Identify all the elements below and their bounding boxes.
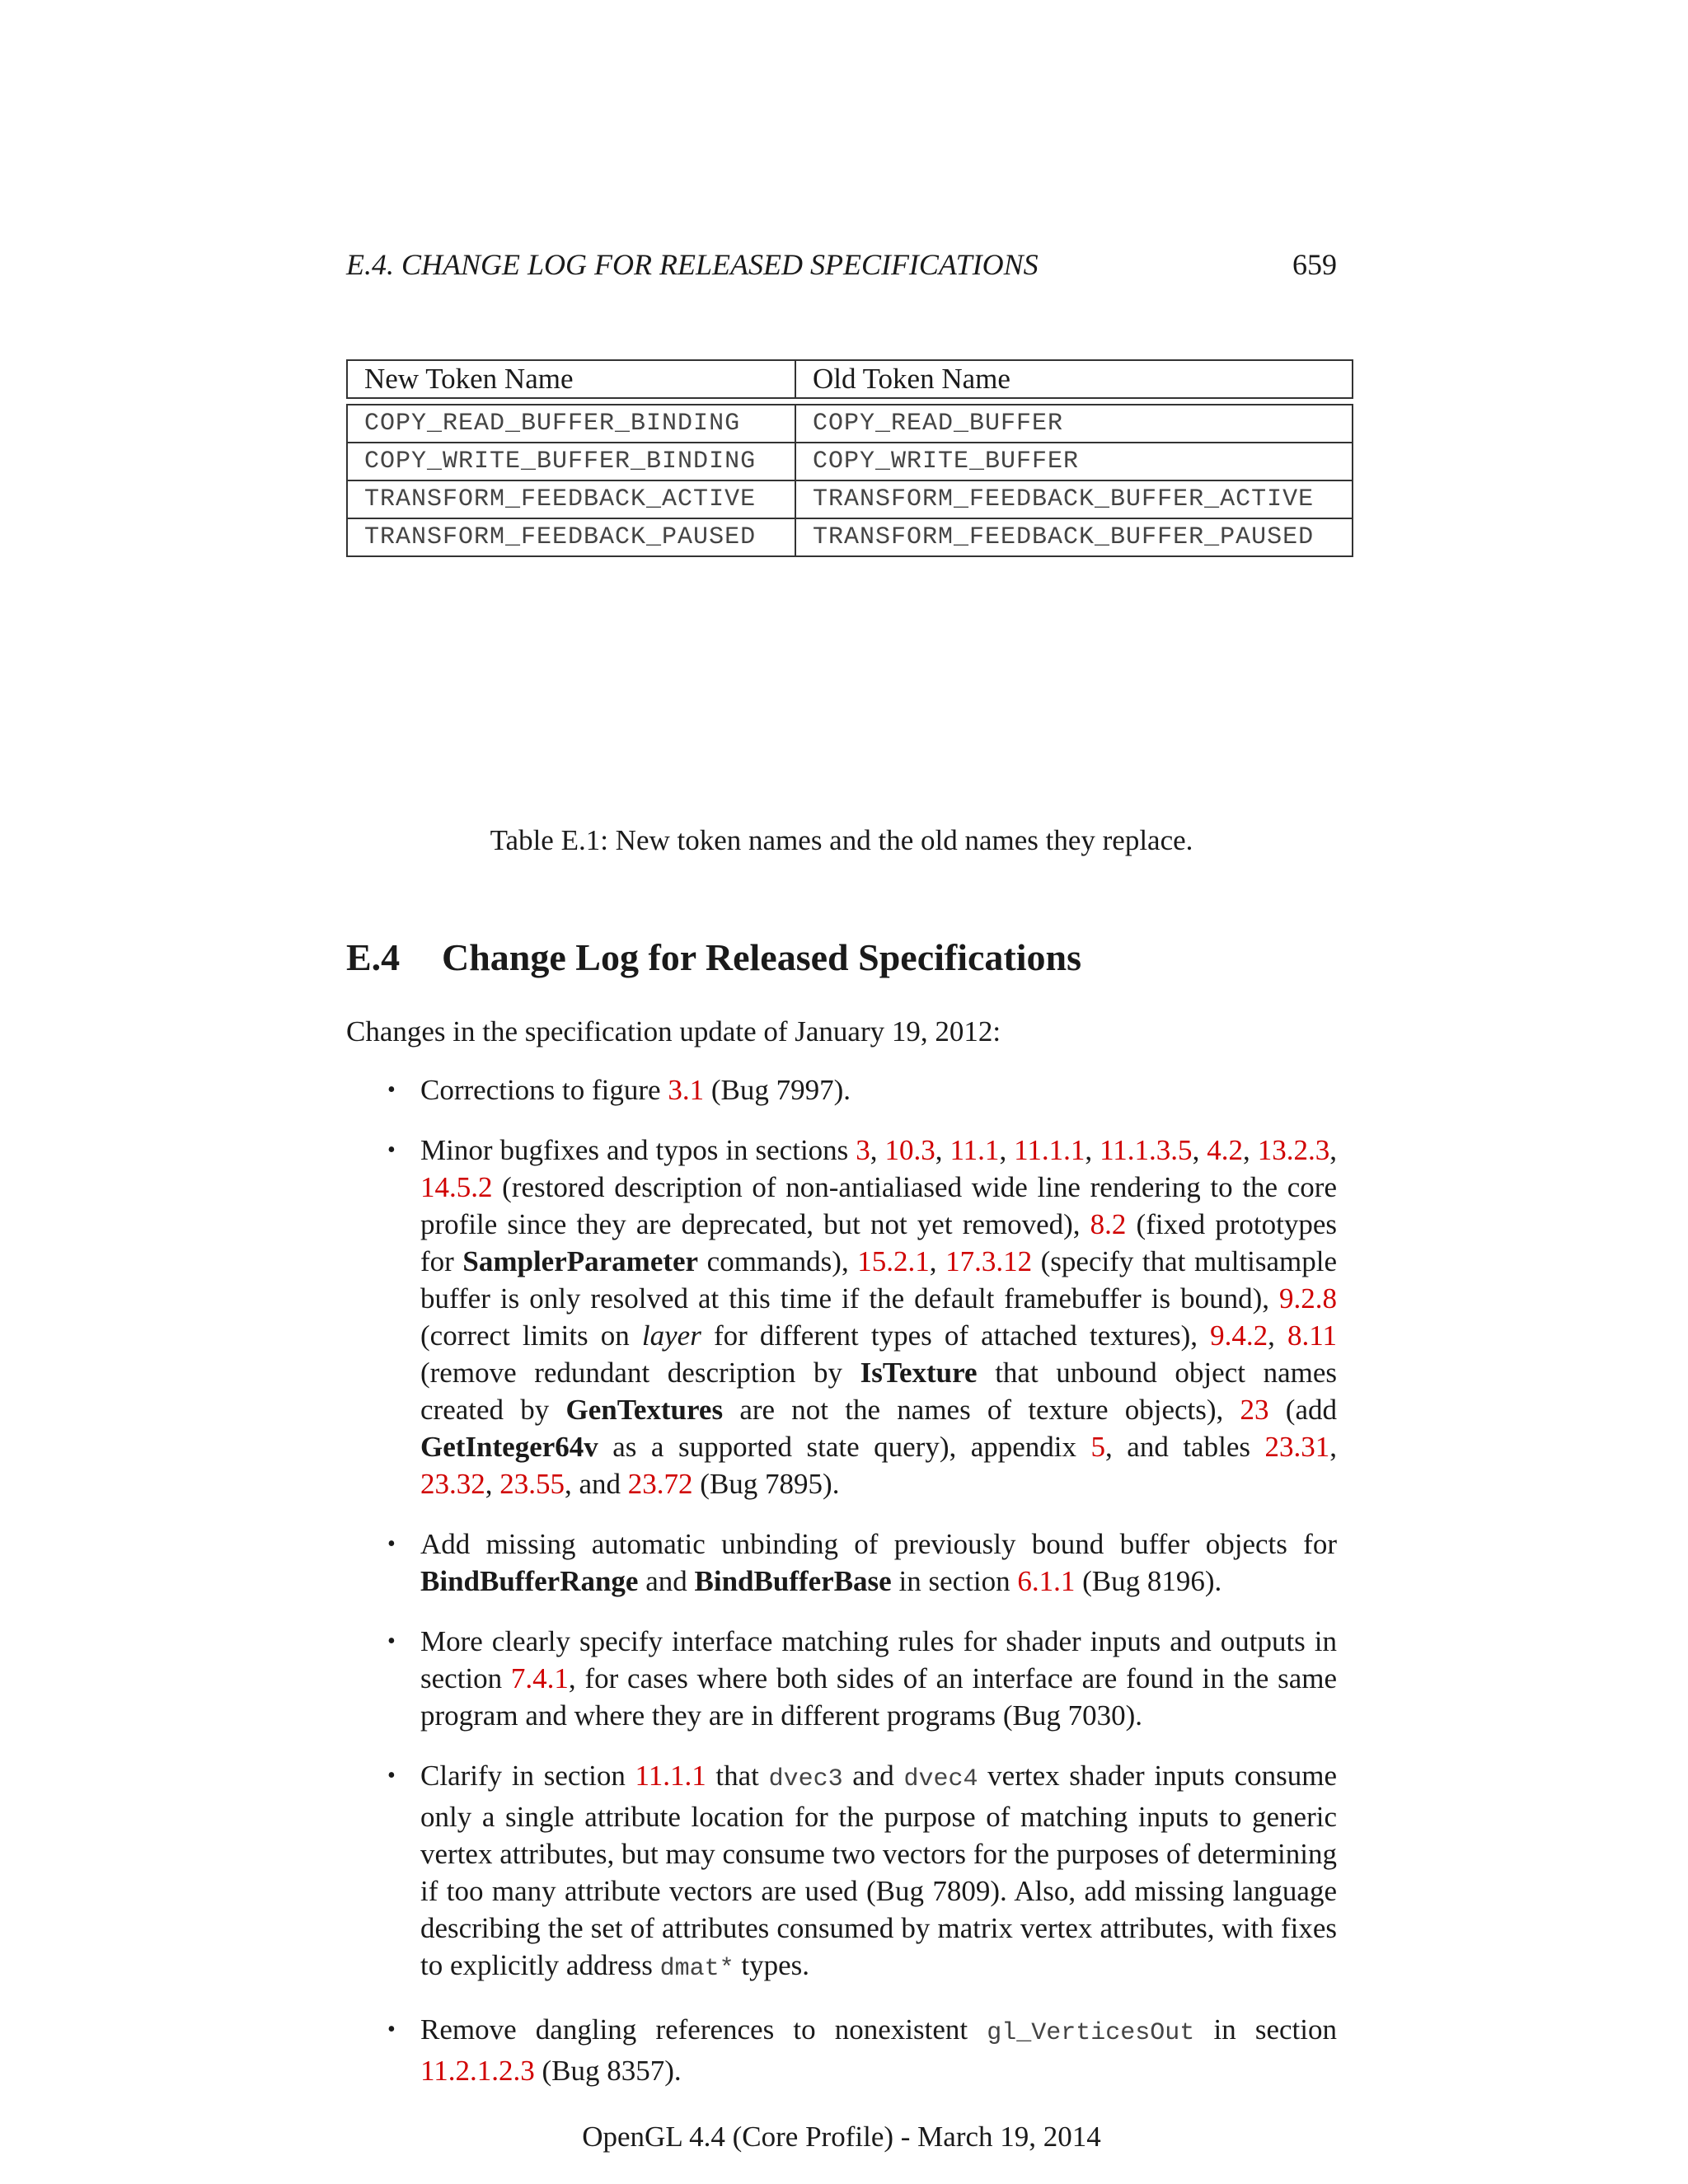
change-text: in section: [1194, 2013, 1337, 2046]
change-text: ,: [1329, 1431, 1337, 1463]
running-head: [346, 247, 1337, 297]
change-text: that unbound object names created by: [420, 1357, 1337, 1426]
bullet-icon: •: [387, 1077, 396, 1103]
section-reference-link[interactable]: 11.1.3.5: [1100, 1134, 1193, 1166]
change-text: (correct limits on: [420, 1319, 642, 1352]
document-page: [346, 247, 1338, 2153]
change-text: (Bug 7997).: [704, 1074, 851, 1106]
change-item: [346, 1526, 1337, 1600]
new-token-cell: TRANSFORM_FEEDBACK_PAUSED: [347, 518, 795, 556]
change-text: ,: [929, 1245, 946, 1277]
change-text: Remove dangling references to nonexistent: [420, 2013, 987, 2046]
change-text: (Bug 7895).: [692, 1468, 840, 1500]
change-item: [346, 1623, 1337, 1734]
change-text: in section: [891, 1565, 1018, 1597]
table-row: [347, 443, 1353, 480]
section-reference-link[interactable]: 15.2.1: [857, 1245, 930, 1277]
token-table: [346, 359, 1353, 557]
code-token: dvec3: [768, 1765, 843, 1793]
section-reference-link[interactable]: 7.4.1: [510, 1662, 569, 1694]
section-reference-link[interactable]: 11.1: [950, 1134, 1000, 1166]
section-reference-link[interactable]: 13.2.3: [1257, 1134, 1330, 1166]
page-number: 659: [1292, 248, 1337, 281]
new-token-cell: COPY_WRITE_BUFFER_BINDING: [347, 443, 795, 480]
change-item: [346, 2011, 1337, 2089]
section-reference-link[interactable]: 11.2.1.2.3: [420, 2055, 535, 2087]
section-reference-link[interactable]: 11.1.1: [1014, 1134, 1085, 1166]
section-reference-link[interactable]: 11.1.1: [635, 1760, 706, 1792]
section-reference-link[interactable]: 6.1.1: [1017, 1565, 1076, 1597]
code-token: gl_VerticesOut: [987, 2019, 1195, 2047]
change-text: , and tables: [1105, 1431, 1265, 1463]
section-reference-link[interactable]: 23.55: [499, 1468, 565, 1500]
section-reference-link[interactable]: 17.3.12: [945, 1245, 1033, 1277]
running-title: E.4. CHANGE LOG FOR RELEASED SPECIFICATIONS: [346, 248, 1039, 281]
bullet-icon: •: [387, 1763, 396, 1788]
change-text: ,: [935, 1134, 950, 1166]
change-item: [346, 1132, 1337, 1502]
change-text: that: [706, 1760, 769, 1792]
old-token-cell: TRANSFORM_FEEDBACK_BUFFER_ACTIVE: [795, 480, 1353, 518]
change-text: and: [638, 1565, 695, 1597]
change-text: (Bug 8357).: [534, 2055, 682, 2087]
section-reference-link[interactable]: 9.2.8: [1279, 1282, 1337, 1315]
change-text: commands),: [698, 1245, 858, 1277]
bullet-icon: •: [387, 1137, 396, 1163]
section-reference-link[interactable]: 23.72: [627, 1468, 693, 1500]
section-title: Change Log for Released Specifications: [442, 936, 1082, 978]
change-text: ,: [1085, 1134, 1100, 1166]
old-token-cell: COPY_WRITE_BUFFER: [795, 443, 1353, 480]
change-text: ,: [870, 1134, 885, 1166]
change-text: are not the names of texture objects),: [723, 1394, 1240, 1426]
change-text: ,: [1329, 1134, 1338, 1166]
old-token-cell: COPY_READ_BUFFER: [795, 405, 1353, 443]
table-row: [347, 405, 1353, 443]
section-heading: [346, 935, 1081, 979]
change-text: (restored description of non-antialiased wide line rendering to the core profile since they are deprecated, but not yet removed),: [420, 1171, 1337, 1240]
change-text: , and: [565, 1468, 628, 1500]
change-text: , for cases where both sides of an interface are found in the same program and where they are in different programs (Bug 7030).: [420, 1662, 1338, 1732]
command-name: GenTextures: [565, 1394, 724, 1426]
column-header-new: New Token Name: [347, 360, 795, 398]
table-caption: Table E.1: New token names and the old names they replace.: [490, 824, 1193, 856]
change-item: [346, 1071, 1337, 1108]
section-intro: Changes in the specification update of January 19, 2012:: [346, 1015, 1001, 1047]
change-text: and: [842, 1760, 904, 1792]
change-text: Corrections to figure: [420, 1074, 668, 1106]
section-reference-link[interactable]: 8.11: [1287, 1319, 1337, 1352]
change-text: ,: [485, 1468, 500, 1500]
change-text: Clarify in section: [420, 1760, 635, 1792]
section-reference-link[interactable]: 9.4.2: [1210, 1319, 1268, 1352]
change-item: [346, 1757, 1337, 1988]
section-reference-link[interactable]: 10.3: [884, 1134, 935, 1166]
change-text: ,: [1268, 1319, 1288, 1352]
change-text: as a supported state query), appendix: [598, 1431, 1091, 1463]
section-reference-link[interactable]: 8.2: [1090, 1208, 1127, 1240]
change-list: [346, 1071, 1337, 2112]
section-reference-link[interactable]: 23.32: [420, 1468, 485, 1500]
change-text: (Bug 8196).: [1075, 1565, 1222, 1597]
new-token-cell: TRANSFORM_FEEDBACK_ACTIVE: [347, 480, 795, 518]
change-text: Minor bugfixes and typos in sections: [420, 1134, 856, 1166]
table-header-row: [347, 360, 1353, 398]
change-text: ,: [1192, 1134, 1207, 1166]
bullet-icon: •: [387, 1629, 396, 1654]
code-token: dvec4: [903, 1765, 978, 1793]
command-name: GetInteger64v: [420, 1431, 598, 1463]
command-name: IsTexture: [860, 1357, 978, 1389]
command-name: BindBufferBase: [694, 1565, 892, 1597]
change-text: layer: [641, 1319, 701, 1352]
command-name: SamplerParameter: [462, 1245, 699, 1277]
change-text: Add missing automatic unbinding of previously bound buffer objects for: [420, 1528, 1337, 1560]
change-text: vertex shader inputs consume only a single attribute location for the purpose of matching inputs to generic vertex attributes, but may consume two vectors for the purposes of determining if too many attribute vectors are used (Bug 7809). Also, add missing language describing the set of attributes consumed by matrix vertex attributes, with fixes to explicitly address: [420, 1760, 1337, 1981]
code-token: dmat*: [659, 1955, 734, 1983]
section-reference-link[interactable]: 14.5.2: [420, 1171, 493, 1203]
new-token-cell: COPY_READ_BUFFER_BINDING: [347, 405, 795, 443]
bullet-icon: •: [387, 2017, 396, 2042]
section-reference-link[interactable]: 3: [856, 1134, 870, 1166]
change-text: ,: [1243, 1134, 1258, 1166]
column-header-old: Old Token Name: [795, 360, 1353, 398]
page-footer: OpenGL 4.4 (Core Profile) - March 19, 2014: [582, 2121, 1101, 2153]
old-token-cell: TRANSFORM_FEEDBACK_BUFFER_PAUSED: [795, 518, 1353, 556]
change-text: (specify that multisample buffer is only resolved at this time if the default framebuffer is bound),: [420, 1245, 1338, 1315]
section-reference-link[interactable]: 3.1: [668, 1074, 705, 1106]
section-number: E.4: [346, 936, 401, 978]
change-text: (add: [1268, 1394, 1337, 1426]
change-text: types.: [734, 1949, 810, 1981]
change-text: (fixed prototypes for: [420, 1208, 1337, 1277]
section-reference-link[interactable]: 4.2: [1207, 1134, 1244, 1166]
section-reference-link[interactable]: 23: [1240, 1394, 1269, 1426]
change-text: for different types of attached textures),: [701, 1319, 1211, 1352]
command-name: BindBufferRange: [420, 1565, 639, 1597]
section-reference-link[interactable]: 23.31: [1264, 1431, 1330, 1463]
change-text: More clearly specify interface matching rules for shader inputs and outputs in section: [420, 1625, 1337, 1694]
change-text: ,: [999, 1134, 1015, 1166]
section-reference-link[interactable]: 5: [1090, 1431, 1106, 1463]
bullet-icon: •: [387, 1531, 396, 1557]
table-row: [347, 518, 1353, 556]
table-row: [347, 480, 1353, 518]
change-text: (remove redundant description by: [420, 1357, 860, 1389]
